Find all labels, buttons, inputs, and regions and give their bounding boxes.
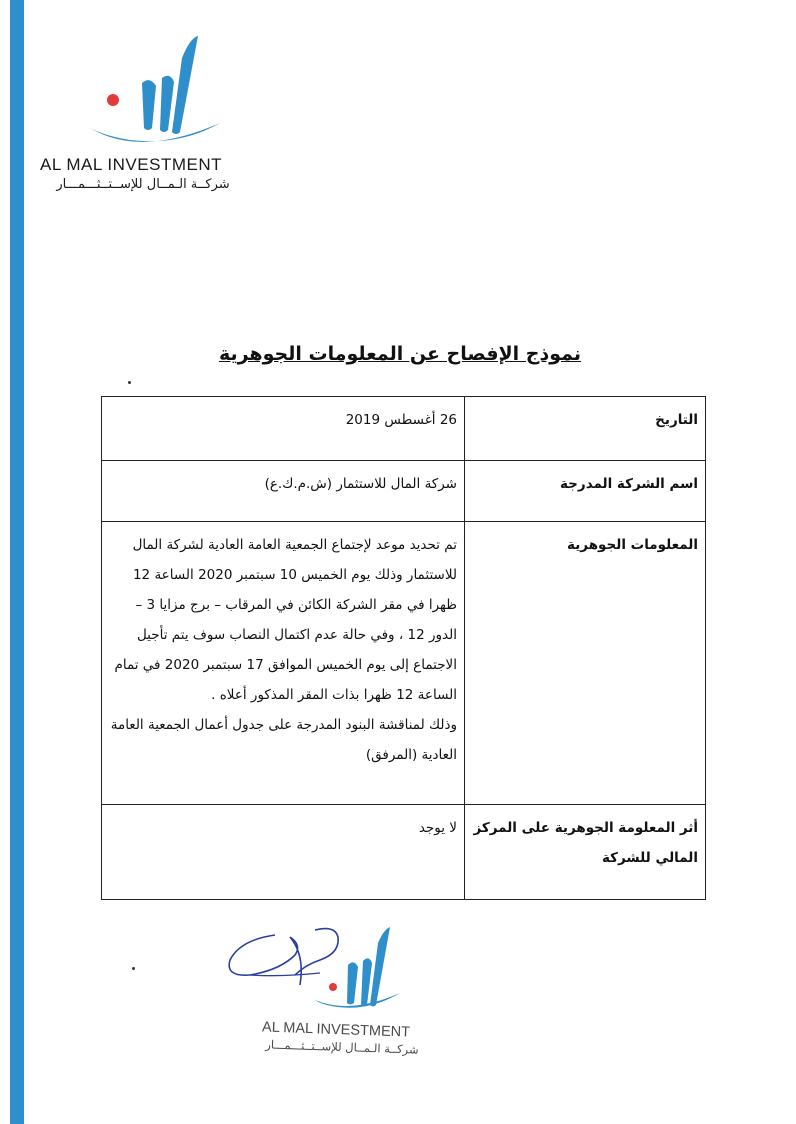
table-row (102, 805, 706, 900)
material-info-paragraph-2: وذلك لمناقشة البنود المدرجة على جدول أعمال الجمعية العامة العادية (المرفق) (110, 717, 457, 763)
table-row (102, 461, 706, 522)
table-row (102, 522, 706, 805)
table-row (102, 397, 706, 461)
stamp-brand-ar: شركــة الـمــال للإســتــثـــمـــار (265, 1037, 419, 1057)
row-value-date: 26 أغسطس 2019 (102, 397, 465, 461)
brand-name-en: AL MAL INVESTMENT (40, 155, 222, 174)
stray-dot (128, 381, 131, 384)
row-value-company: شركة المال للاستثمار (ش.م.ك.ع) (102, 461, 465, 522)
row-label-material-info: المعلومات الجوهرية (465, 522, 706, 805)
brand-name-ar: شركــة الـمــال للإســتــثـــمـــار (56, 177, 230, 192)
stray-dot (132, 967, 135, 970)
row-value-material-info (102, 522, 465, 805)
stamp-brand-en: AL MAL INVESTMENT (261, 1019, 411, 1041)
side-accent-bar (10, 0, 24, 1124)
row-label-date: التاريخ (465, 397, 706, 461)
page-title: نموذج الإفصاح عن المعلومات الجوهرية (218, 343, 582, 365)
row-value-financial-impact: لا يوجد (102, 805, 465, 900)
row-label-company: اسم الشركة المدرجة (465, 461, 706, 522)
disclosure-table (101, 396, 706, 900)
row-label-financial-impact: أثر المعلومة الجوهرية على المركز المالي للشركة (465, 805, 706, 900)
material-info-paragraph-1: تم تحديد موعد لإجتماع الجمعية العامة العادية لشركة المال للاستثمار وذلك يوم الخميس 10 سبتمبر 2020 الساعة 12 ظهرا في مقر الشركة الكائن في المرقاب – برج مزايا 3 – الدور 12 ، وفي حالة عدم اكتمال النصاب سوف يتم تأجيل الاجتماع إلى يوم الخميس الموافق 17 سبتمبر 2020 في تمام الساعة 12 ظهرا بذات المقر المذكور أعلاه . (114, 537, 457, 703)
